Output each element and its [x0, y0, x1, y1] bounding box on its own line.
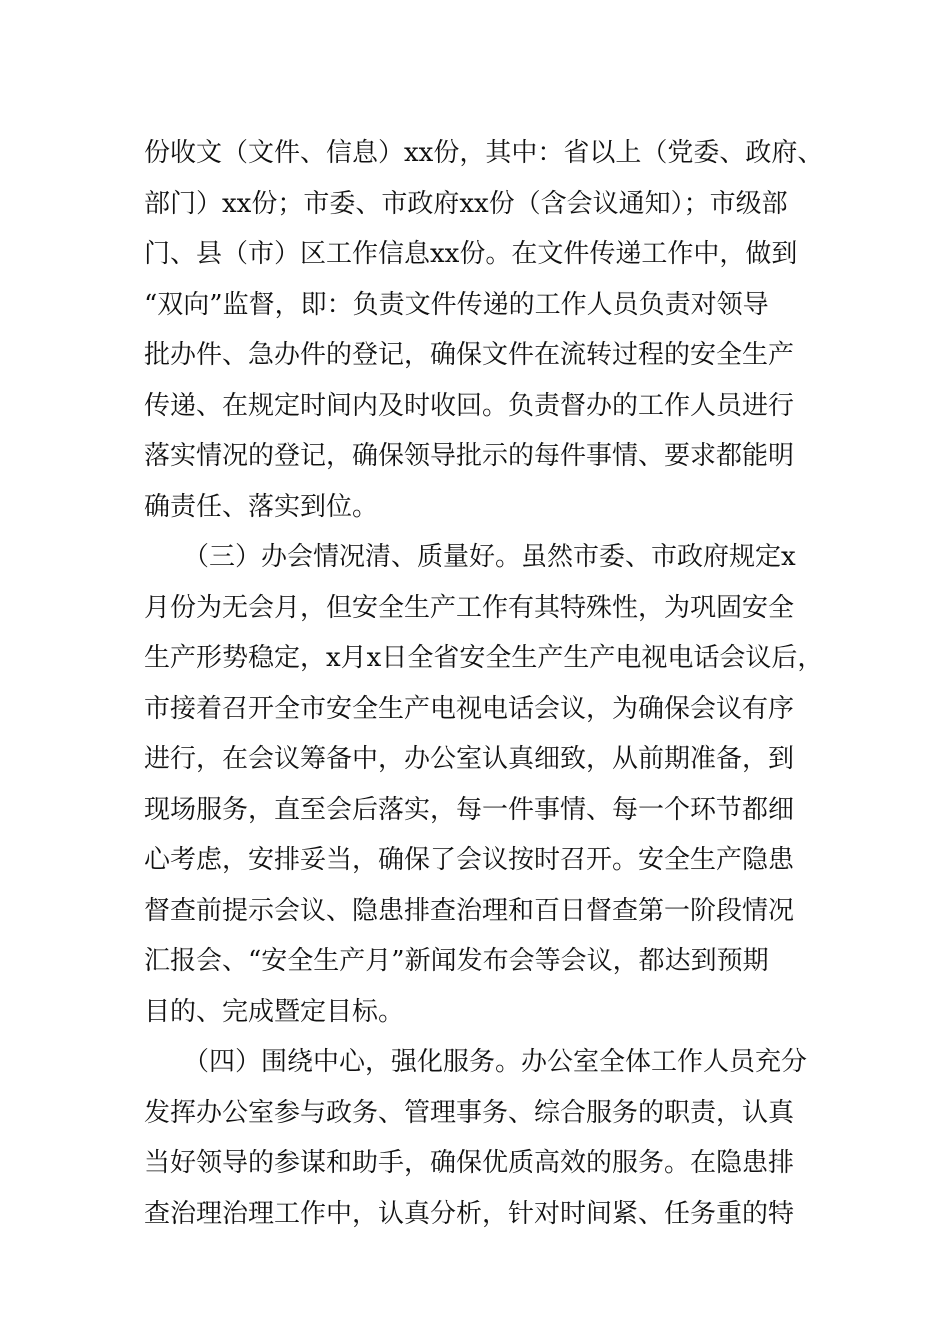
text-line: 目的、完成暨定目标。: [144, 996, 405, 1027]
text-line: 确责任、落实到位。: [144, 491, 379, 522]
text-line: 市接着召开全市安全生产电视电话会议，为确保会议有序: [144, 693, 795, 724]
text-line: 部门）xx份；市委、市政府xx份（含会议通知）；市级部: [144, 188, 788, 219]
section-three-heading-line: （三）办会情况清、质量好。虽然市委、市政府规定x: [144, 542, 796, 572]
text-line: 落实情况的登记，确保领导批示的每件事情、要求都能明: [144, 441, 795, 471]
text-line: 批办件、急办件的登记，确保文件在流转过程的安全生产: [144, 340, 795, 370]
text-line: 督查前提示会议、隐患排查治理和百日督查第一阶段情况: [144, 895, 795, 926]
text-line: 门、县（市）区工作信息xx份。在文件传递工作中，做到: [144, 239, 798, 269]
text-line: 当好领导的参谋和助手，确保优质高效的服务。在隐患排: [144, 1148, 795, 1178]
text-line: 份收文（文件、信息）xx份，其中：省以上（党委、政府、: [144, 138, 824, 168]
text-line: 进行，在会议筹备中，办公室认真细致，从前期准备，到: [144, 744, 795, 774]
text-line: 发挥办公室参与政务、管理事务、综合服务的职责，认真: [144, 1097, 795, 1128]
text-line: 传递、在规定时间内及时收回。负责督办的工作人员进行: [144, 390, 795, 421]
text-line: 生产形势稳定，x月x日全省安全生产生产电视电话会议后，: [144, 643, 824, 673]
text-line: 查治理治理工作中，认真分析，针对时间紧、任务重的特: [144, 1198, 795, 1229]
section-four-heading-line: （四）围绕中心，强化服务。办公室全体工作人员充分: [144, 1047, 808, 1077]
text-line: 现场服务，直至会后落实，每一件事情、每一个环节都细: [144, 794, 795, 825]
text-line: 心考虑，安排妥当，确保了会议按时召开。安全生产隐患: [144, 845, 795, 875]
text-line: “双向”监督，即：负责文件传递的工作人员负责对领导: [144, 289, 769, 320]
text-line: 月份为无会月，但安全生产工作有其特殊性，为巩固安全: [144, 592, 795, 623]
body-text: [144, 128, 844, 1239]
text-line: 汇报会、“安全生产月”新闻发布会等会议，都达到预期: [144, 946, 769, 976]
